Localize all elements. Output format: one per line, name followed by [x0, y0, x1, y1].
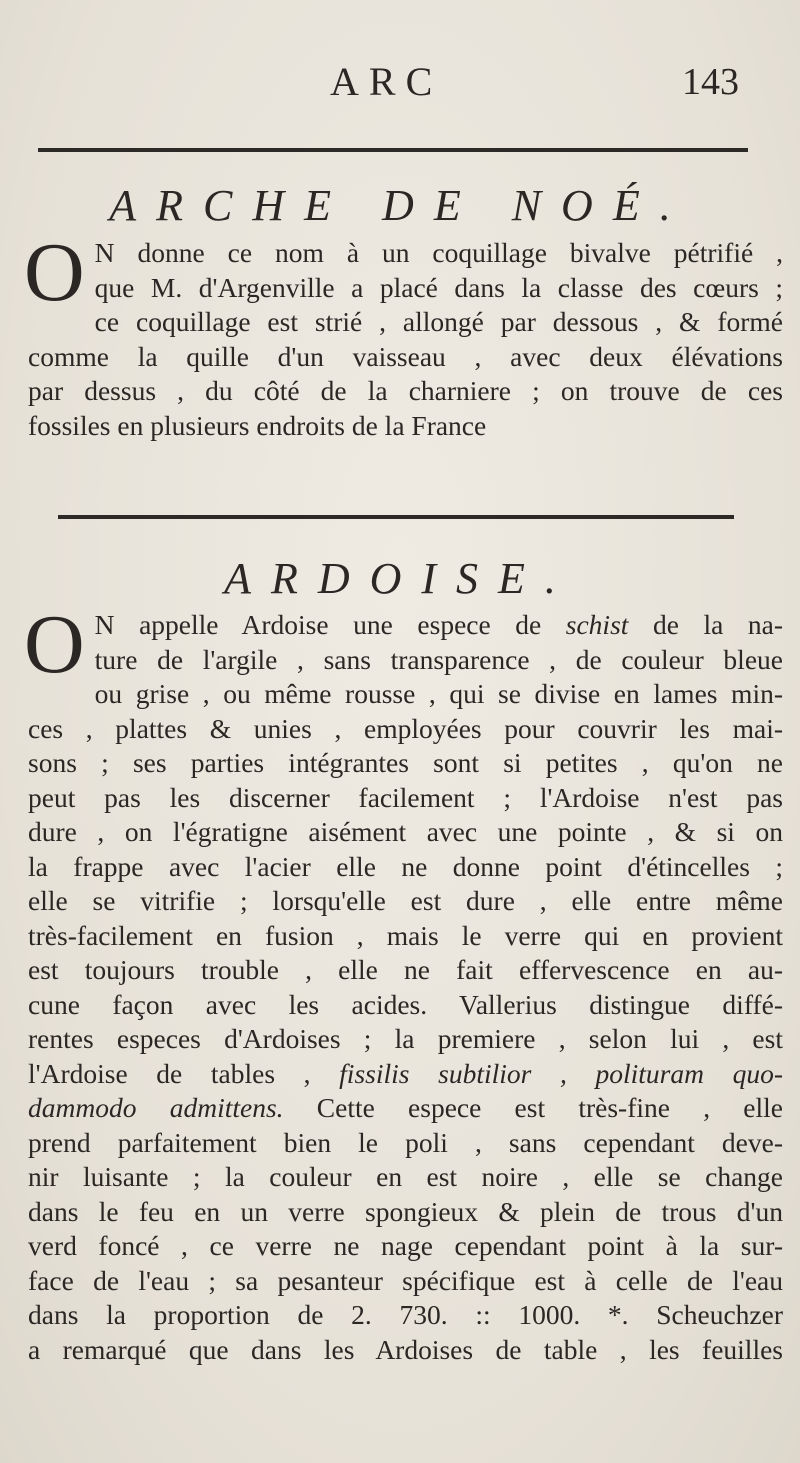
text-line: très-facilement en fusion , mais le verre qui en provient	[28, 919, 783, 951]
text-run: N appelle Ardoise une espece de	[94, 609, 566, 640]
text-line: rentes especes d'Ardoises ; la premiere , selon lui , est	[28, 1023, 783, 1054]
text-line	[28, 608, 783, 643]
page-number: 143	[682, 61, 739, 103]
drop-cap: O	[24, 226, 85, 319]
text-line: peut pas les discerner facilement ; l'Ardoise n'est pas	[28, 781, 783, 813]
italic-term: schist	[565, 609, 629, 640]
text-line: comme la quille d'un vaisseau , avec deux élévations	[28, 340, 783, 372]
entry-heading-arche-de-noe: ARCHE DE NOÉ.	[109, 181, 691, 230]
text-line: ce coquillage est strié , allongé par dessous , & formé	[94, 306, 783, 337]
text-line: N donne ce nom à un coquillage bivalve pétrifié ,	[94, 237, 783, 268]
running-head	[0, 58, 800, 108]
text-line: dans la proportion de 2. 730. :: 1000. *. Scheuchzer	[28, 1299, 783, 1330]
entry-heading-ardoise: ARDOISE.	[224, 554, 576, 603]
entry-body-ardoise	[24, 598, 783, 1367]
text-line: sons ; ses parties intégrantes sont si petites , qu'on ne	[28, 747, 783, 778]
text-line: prend parfaitement bien le poli , sans cependant deve-	[28, 1126, 783, 1158]
italic-latin-phrase: fissilis subtilior , polituram quo-	[339, 1057, 783, 1089]
text-line: cune façon avec les acides. Vallerius distingue diffé-	[28, 988, 783, 1020]
drop-cap: O	[24, 598, 85, 691]
text-line: est toujours trouble , elle ne fait effervescence en au-	[28, 954, 783, 985]
text-line: dans le feu en un verre spongieux & plein de trous d'un	[28, 1195, 783, 1227]
text-run: de la na-	[628, 609, 783, 640]
text-line: elle se vitrifie ; lorsqu'elle est dure , elle entre même	[28, 885, 783, 916]
text-line: fossiles en plusieurs endroits de la France	[28, 409, 487, 441]
text-run: Cette espece est très-fine , elle	[283, 1092, 783, 1123]
entry-body-arche-de-noe	[24, 226, 783, 443]
text-line: dure , on l'égratigne aisément avec une pointe , & si on	[28, 816, 783, 847]
text-line	[28, 1091, 783, 1126]
text-line: la frappe avec l'acier elle ne donne point d'étincelles ;	[28, 850, 783, 882]
text-line: que M. d'Argenville a placé dans la classe des cœurs ;	[94, 271, 783, 303]
text-line: par dessus , du côté de la charniere ; on trouve de ces	[28, 375, 783, 406]
text-line	[28, 1057, 783, 1092]
text-run: l'Ardoise de tables ,	[28, 1057, 340, 1089]
text-line: face de l'eau ; sa pesanteur spécifique est à celle de l'eau	[28, 1264, 783, 1296]
italic-latin-phrase: dammodo admittens.	[28, 1092, 284, 1123]
text-line: verd foncé , ce verre ne nage cependant point à la sur-	[28, 1230, 783, 1261]
text-line: ces , plattes & unies , employées pour couvrir les mai-	[28, 712, 783, 744]
text-line: a remarqué que dans les Ardoises de table , les feuilles	[28, 1333, 783, 1365]
text-line: ou grise , ou même rousse , qui se divise en lames min-	[94, 678, 783, 709]
top-rule	[38, 148, 748, 152]
section-rule	[58, 515, 734, 519]
text-line: nir luisante ; la couleur en est noire , elle se change	[28, 1161, 783, 1192]
text-line: ture de l'argile , sans transparence , de couleur bleue	[94, 643, 783, 675]
running-head-title: ARC	[330, 59, 443, 104]
